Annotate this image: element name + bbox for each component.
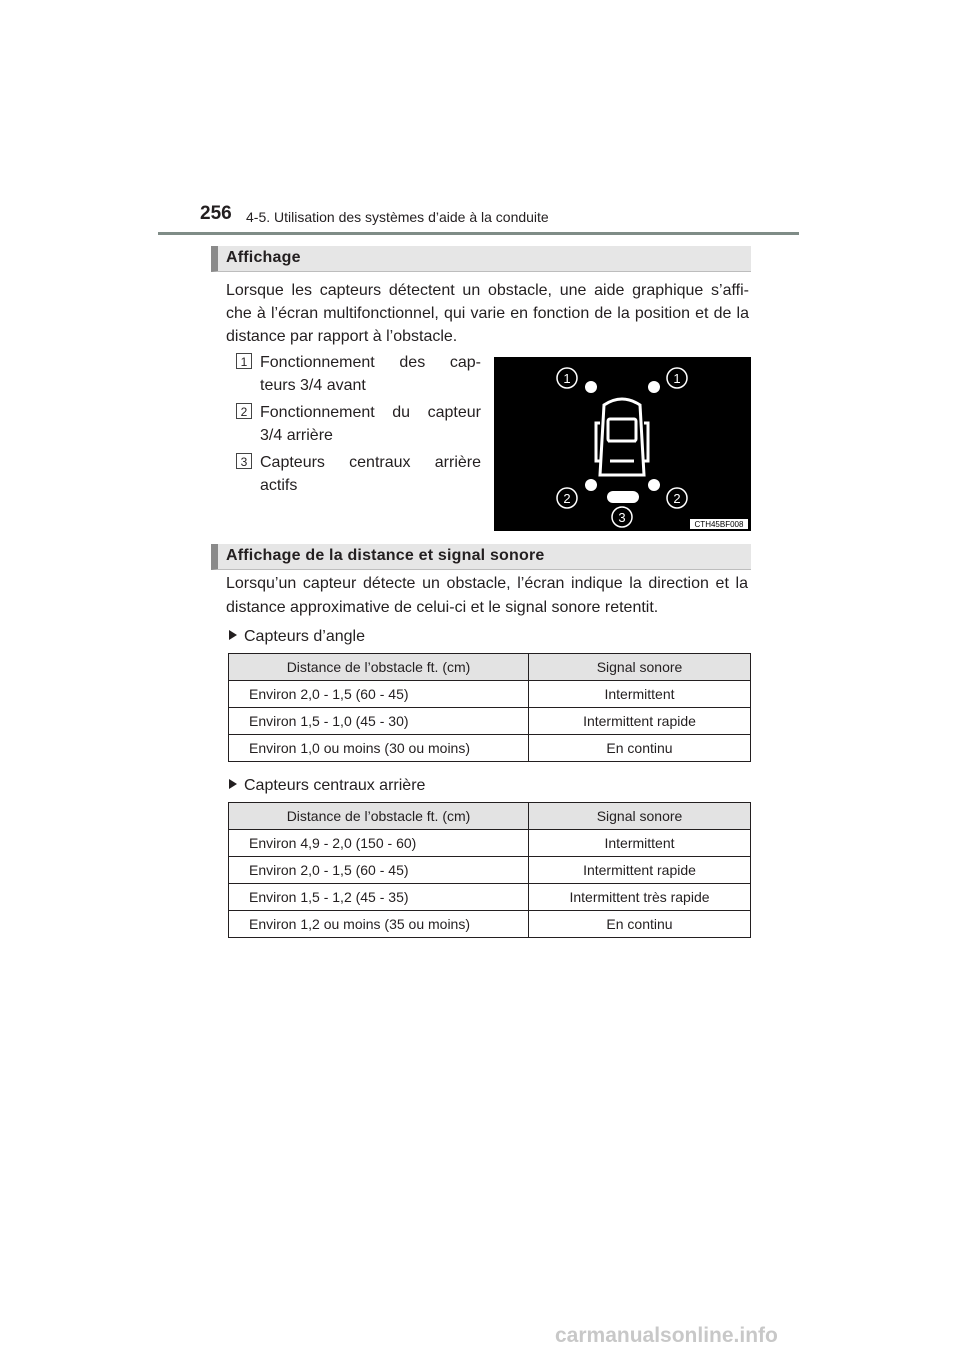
subsection-rear-center-sensors bbox=[229, 777, 425, 795]
table-cell: Environ 4,9 - 2,0 (150 - 60) bbox=[229, 830, 529, 857]
figure-callout: 2 bbox=[563, 491, 571, 506]
distance-intro: Lorsqu’un capteur détecte un obstacle, l’écran indique la direction et la distance approximative de celui-ci et le signal sonore retentit. bbox=[226, 575, 748, 616]
header-divider bbox=[158, 232, 799, 235]
figure-callout: 1 bbox=[563, 371, 571, 386]
front-left-sensor-icon bbox=[585, 381, 597, 393]
car-icon bbox=[596, 399, 648, 475]
subsection-corner-sensors bbox=[229, 628, 365, 646]
list-item-line: Fonctionnement du capteur bbox=[260, 404, 481, 421]
sensor-display-figure bbox=[494, 357, 751, 531]
rear-right-sensor-icon bbox=[648, 479, 660, 491]
section-heading-text: Affichage bbox=[226, 249, 301, 266]
section-heading-distance bbox=[211, 544, 751, 570]
table-cell: Environ 2,0 - 1,5 (60 - 45) bbox=[229, 681, 529, 708]
triangle-bullet-icon bbox=[229, 779, 237, 789]
table-cell: Intermittent rapide bbox=[529, 857, 751, 884]
list-item-line: Capteurs centraux arrière bbox=[260, 454, 481, 471]
figure-callout: 3 bbox=[618, 510, 626, 525]
table-row bbox=[229, 830, 751, 857]
column-header: Signal sonore bbox=[529, 654, 751, 681]
table-row bbox=[229, 884, 751, 911]
section-heading-text: Affichage de la distance et signal sonore bbox=[226, 547, 545, 564]
subsection-label: Capteurs d’angle bbox=[244, 628, 365, 645]
rear-left-sensor-icon bbox=[585, 479, 597, 491]
watermark[interactable]: carmanualsonline.info bbox=[555, 1324, 778, 1347]
callout-number: 1 bbox=[236, 353, 252, 369]
column-header: Distance de l’obstacle ft. (cm) bbox=[229, 654, 529, 681]
table-cell: Environ 1,5 - 1,0 (45 - 30) bbox=[229, 708, 529, 735]
rear-center-sensors-table bbox=[228, 802, 751, 938]
affichage-intro: Lorsque les capteurs détectent un obstacle, une aide graphique s’affi- che à l’écran multifonctionnel, qui varie en fonction de la position et de la distance par rapport à l’obstacle. bbox=[226, 282, 749, 345]
list-item-text bbox=[260, 451, 481, 497]
section-title: 4-5. Utilisation des systèmes d’aide à la conduite bbox=[246, 209, 549, 225]
triangle-bullet-icon bbox=[229, 630, 237, 640]
list-item-text bbox=[260, 401, 481, 447]
column-header: Distance de l’obstacle ft. (cm) bbox=[229, 803, 529, 830]
table-cell: Intermittent rapide bbox=[529, 708, 751, 735]
callout-number: 3 bbox=[236, 453, 252, 469]
table-cell: Environ 1,5 - 1,2 (45 - 35) bbox=[229, 884, 529, 911]
list-item-line: actifs bbox=[260, 477, 298, 494]
table-cell: Intermittent bbox=[529, 830, 751, 857]
table-cell: Intermittent bbox=[529, 681, 751, 708]
column-header: Signal sonore bbox=[529, 803, 751, 830]
rear-center-sensor-icon bbox=[607, 491, 639, 503]
table-cell: Environ 1,2 ou moins (35 ou moins) bbox=[229, 911, 529, 938]
subsection-label: Capteurs centraux arrière bbox=[244, 777, 426, 794]
figure-code: CTH45BF008 bbox=[694, 520, 744, 529]
list-item-line: Fonctionnement des cap- bbox=[260, 354, 481, 371]
list-item bbox=[236, 451, 481, 497]
list-item-line: 3/4 arrière bbox=[260, 427, 333, 444]
table-cell: En continu bbox=[529, 911, 751, 938]
list-item bbox=[236, 351, 481, 397]
figure-callout: 2 bbox=[673, 491, 681, 506]
table-cell: En continu bbox=[529, 735, 751, 762]
table-cell: Environ 1,0 ou moins (30 ou moins) bbox=[229, 735, 529, 762]
figure-callout: 1 bbox=[673, 371, 681, 386]
table-row bbox=[229, 735, 751, 762]
corner-sensors-table bbox=[228, 653, 751, 762]
table-cell: Environ 2,0 - 1,5 (60 - 45) bbox=[229, 857, 529, 884]
section-heading-affichage bbox=[211, 246, 751, 272]
table-header-row bbox=[229, 654, 751, 681]
table-row bbox=[229, 857, 751, 884]
table-header-row bbox=[229, 803, 751, 830]
list-item-line: teurs 3/4 avant bbox=[260, 377, 366, 394]
table-row bbox=[229, 911, 751, 938]
list-item bbox=[236, 401, 481, 447]
sensor-display-illustration bbox=[494, 357, 751, 531]
table-row bbox=[229, 681, 751, 708]
callout-number: 2 bbox=[236, 403, 252, 419]
front-right-sensor-icon bbox=[648, 381, 660, 393]
table-cell: Intermittent très rapide bbox=[529, 884, 751, 911]
list-item-text bbox=[260, 351, 481, 397]
table-row bbox=[229, 708, 751, 735]
page-number: 256 bbox=[200, 203, 232, 224]
